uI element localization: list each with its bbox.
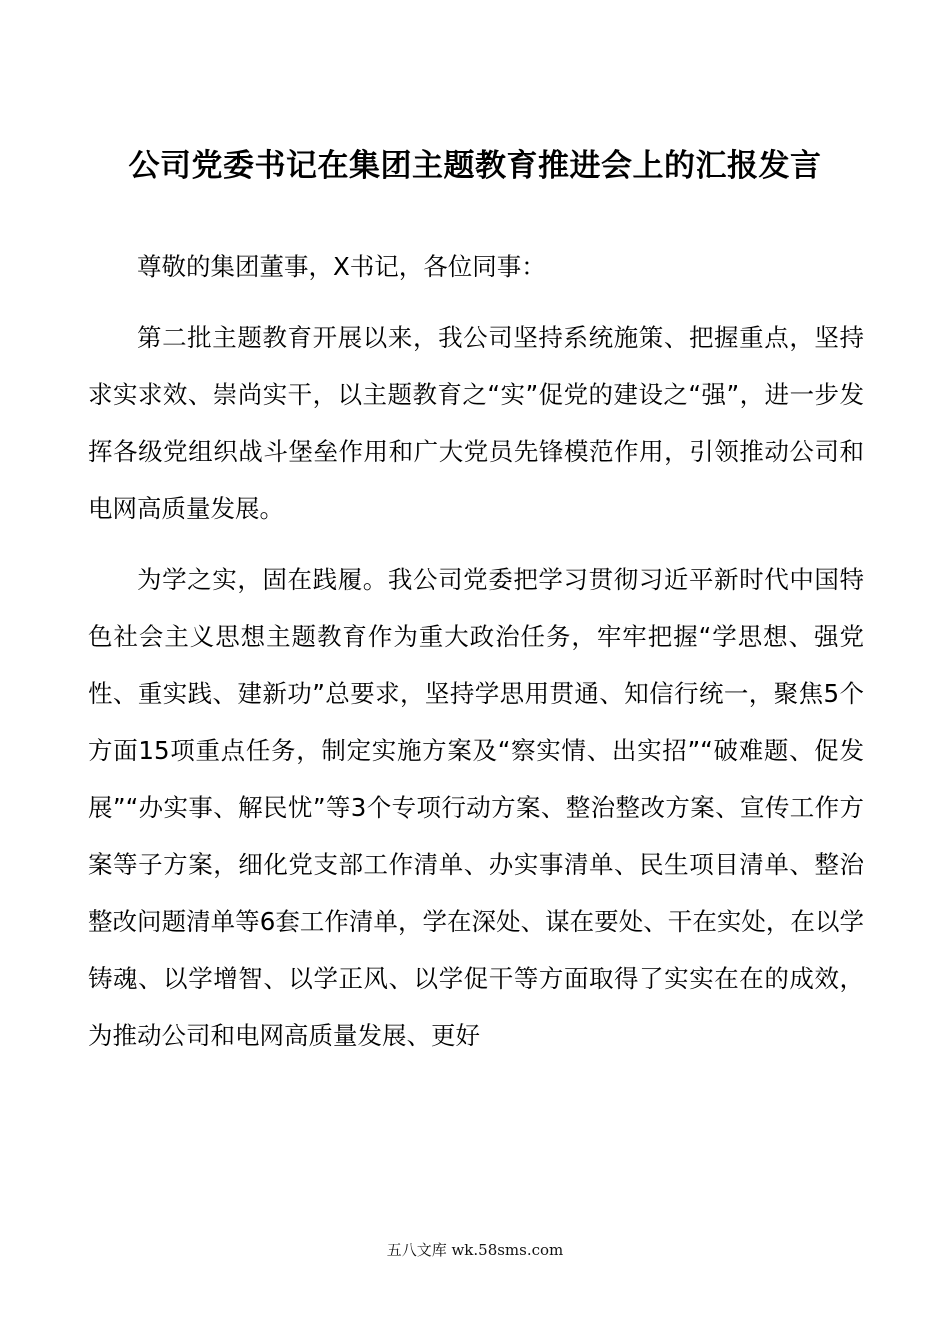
document-title: 公司党委书记在集团主题教育推进会上的汇报发言 — [128, 148, 822, 184]
salutation: 尊敬的集团董事，X书记，各位同事： — [137, 252, 546, 281]
document-body — [88, 238, 864, 1064]
footer-watermark: 五八文库 wk.58sms.com — [386, 1241, 564, 1259]
paragraph-2: 为学之实，固在践履。我公司党委把学习贯彻习近平新时代中国特色社会主义思想主题教育作为重大政治任务，牢牢把握“学思想、强党性、重实践、建新功”总要求，坚持学思用贯通、知信行统一，聚焦5个方面15项重点任务，制定实施方案及“察实情、出实招”“破难题、促发展”“办实事、解民忧”等3个专项行动方案、整治整改方案、宣传工作方案等子方案，细化党支部工作清单、办实事清单、民生项目清单、整治整改问题清单等6套工作清单，学在深处、谋在要处、干在实处，在以学铸魂、以学增智、以学正风、以学促干等方面取得了实实在在的成效，为推动公司和电网高质量发展、更好 — [88, 565, 864, 1050]
paragraph-1: 第二批主题教育开展以来，我公司坚持系统施策、把握重点，坚持求实求效、崇尚实干，以主题教育之“实”促党的建设之“强”，进一步发挥各级党组织战斗堡垒作用和广大党员先锋模范作用，引领推动公司和电网高质量发展。 — [88, 323, 864, 523]
